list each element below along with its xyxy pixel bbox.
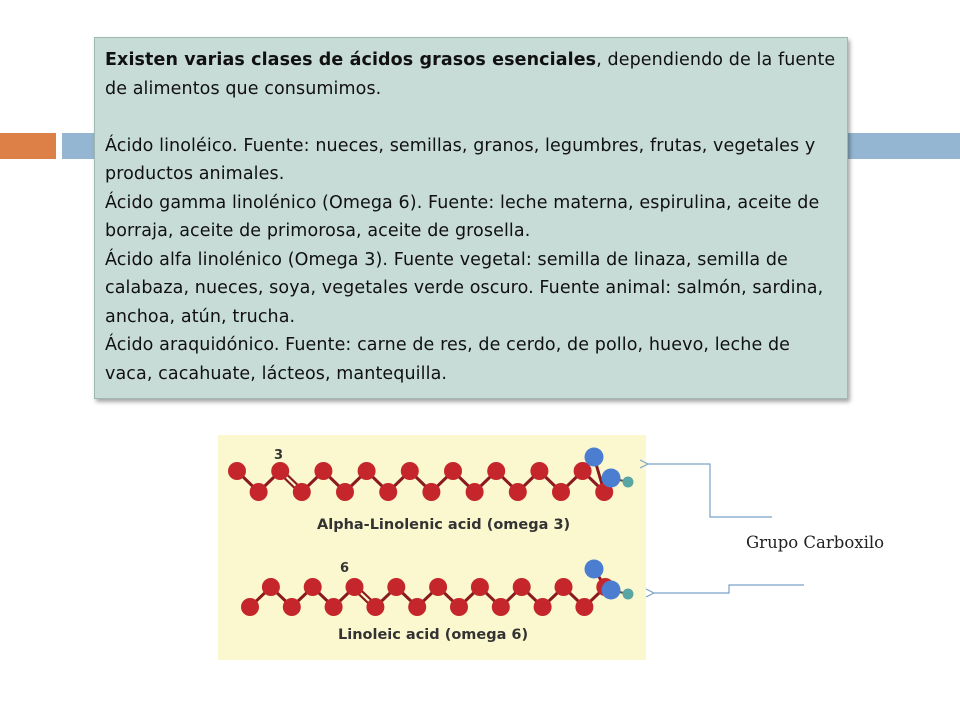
arrow-upper (648, 464, 772, 517)
omega3-position-label: 3 (274, 448, 284, 463)
item-gamma-linolenico: Ácido gamma linolénico (Omega 6). Fuente: leche materna, espirulina, aceite de borraja, aceite de primorosa, aceite de grosella. (105, 192, 820, 241)
omega3-name-label: Alpha-Linolenic acid (omega 3) (317, 517, 571, 533)
intro-bold: Existen varias clases de ácidos grasos esenciales (105, 50, 597, 70)
arrow-lower (654, 585, 804, 593)
intro-rest: , dependiendo de la fuente de alimentos que consumimos. (105, 50, 836, 99)
omega6-position-label: 6 (340, 561, 350, 576)
carboxyl-group-label: Grupo Carboxilo (746, 533, 885, 552)
item-linoleico: Ácido linoléico. Fuente: nueces, semillas, granos, legumbres, frutas, vegetales y productos animales. (105, 135, 816, 184)
item-alfa-linolenico: Ácido alfa linolénico (Omega 3). Fuente vegetal: semilla de linaza, semilla de calabaza, nueces, soya, vegetales verde oscuro. Fuente animal: salmón, sardina, anchoa, atún, trucha. (105, 249, 824, 327)
item-araquidonico: Ácido araquidónico. Fuente: carne de res, de cerdo, de pollo, huevo, leche de vaca, cacahuate, lácteos, mantequilla. (105, 335, 791, 384)
omega6-name-label: Linoleic acid (omega 6) (338, 627, 529, 643)
